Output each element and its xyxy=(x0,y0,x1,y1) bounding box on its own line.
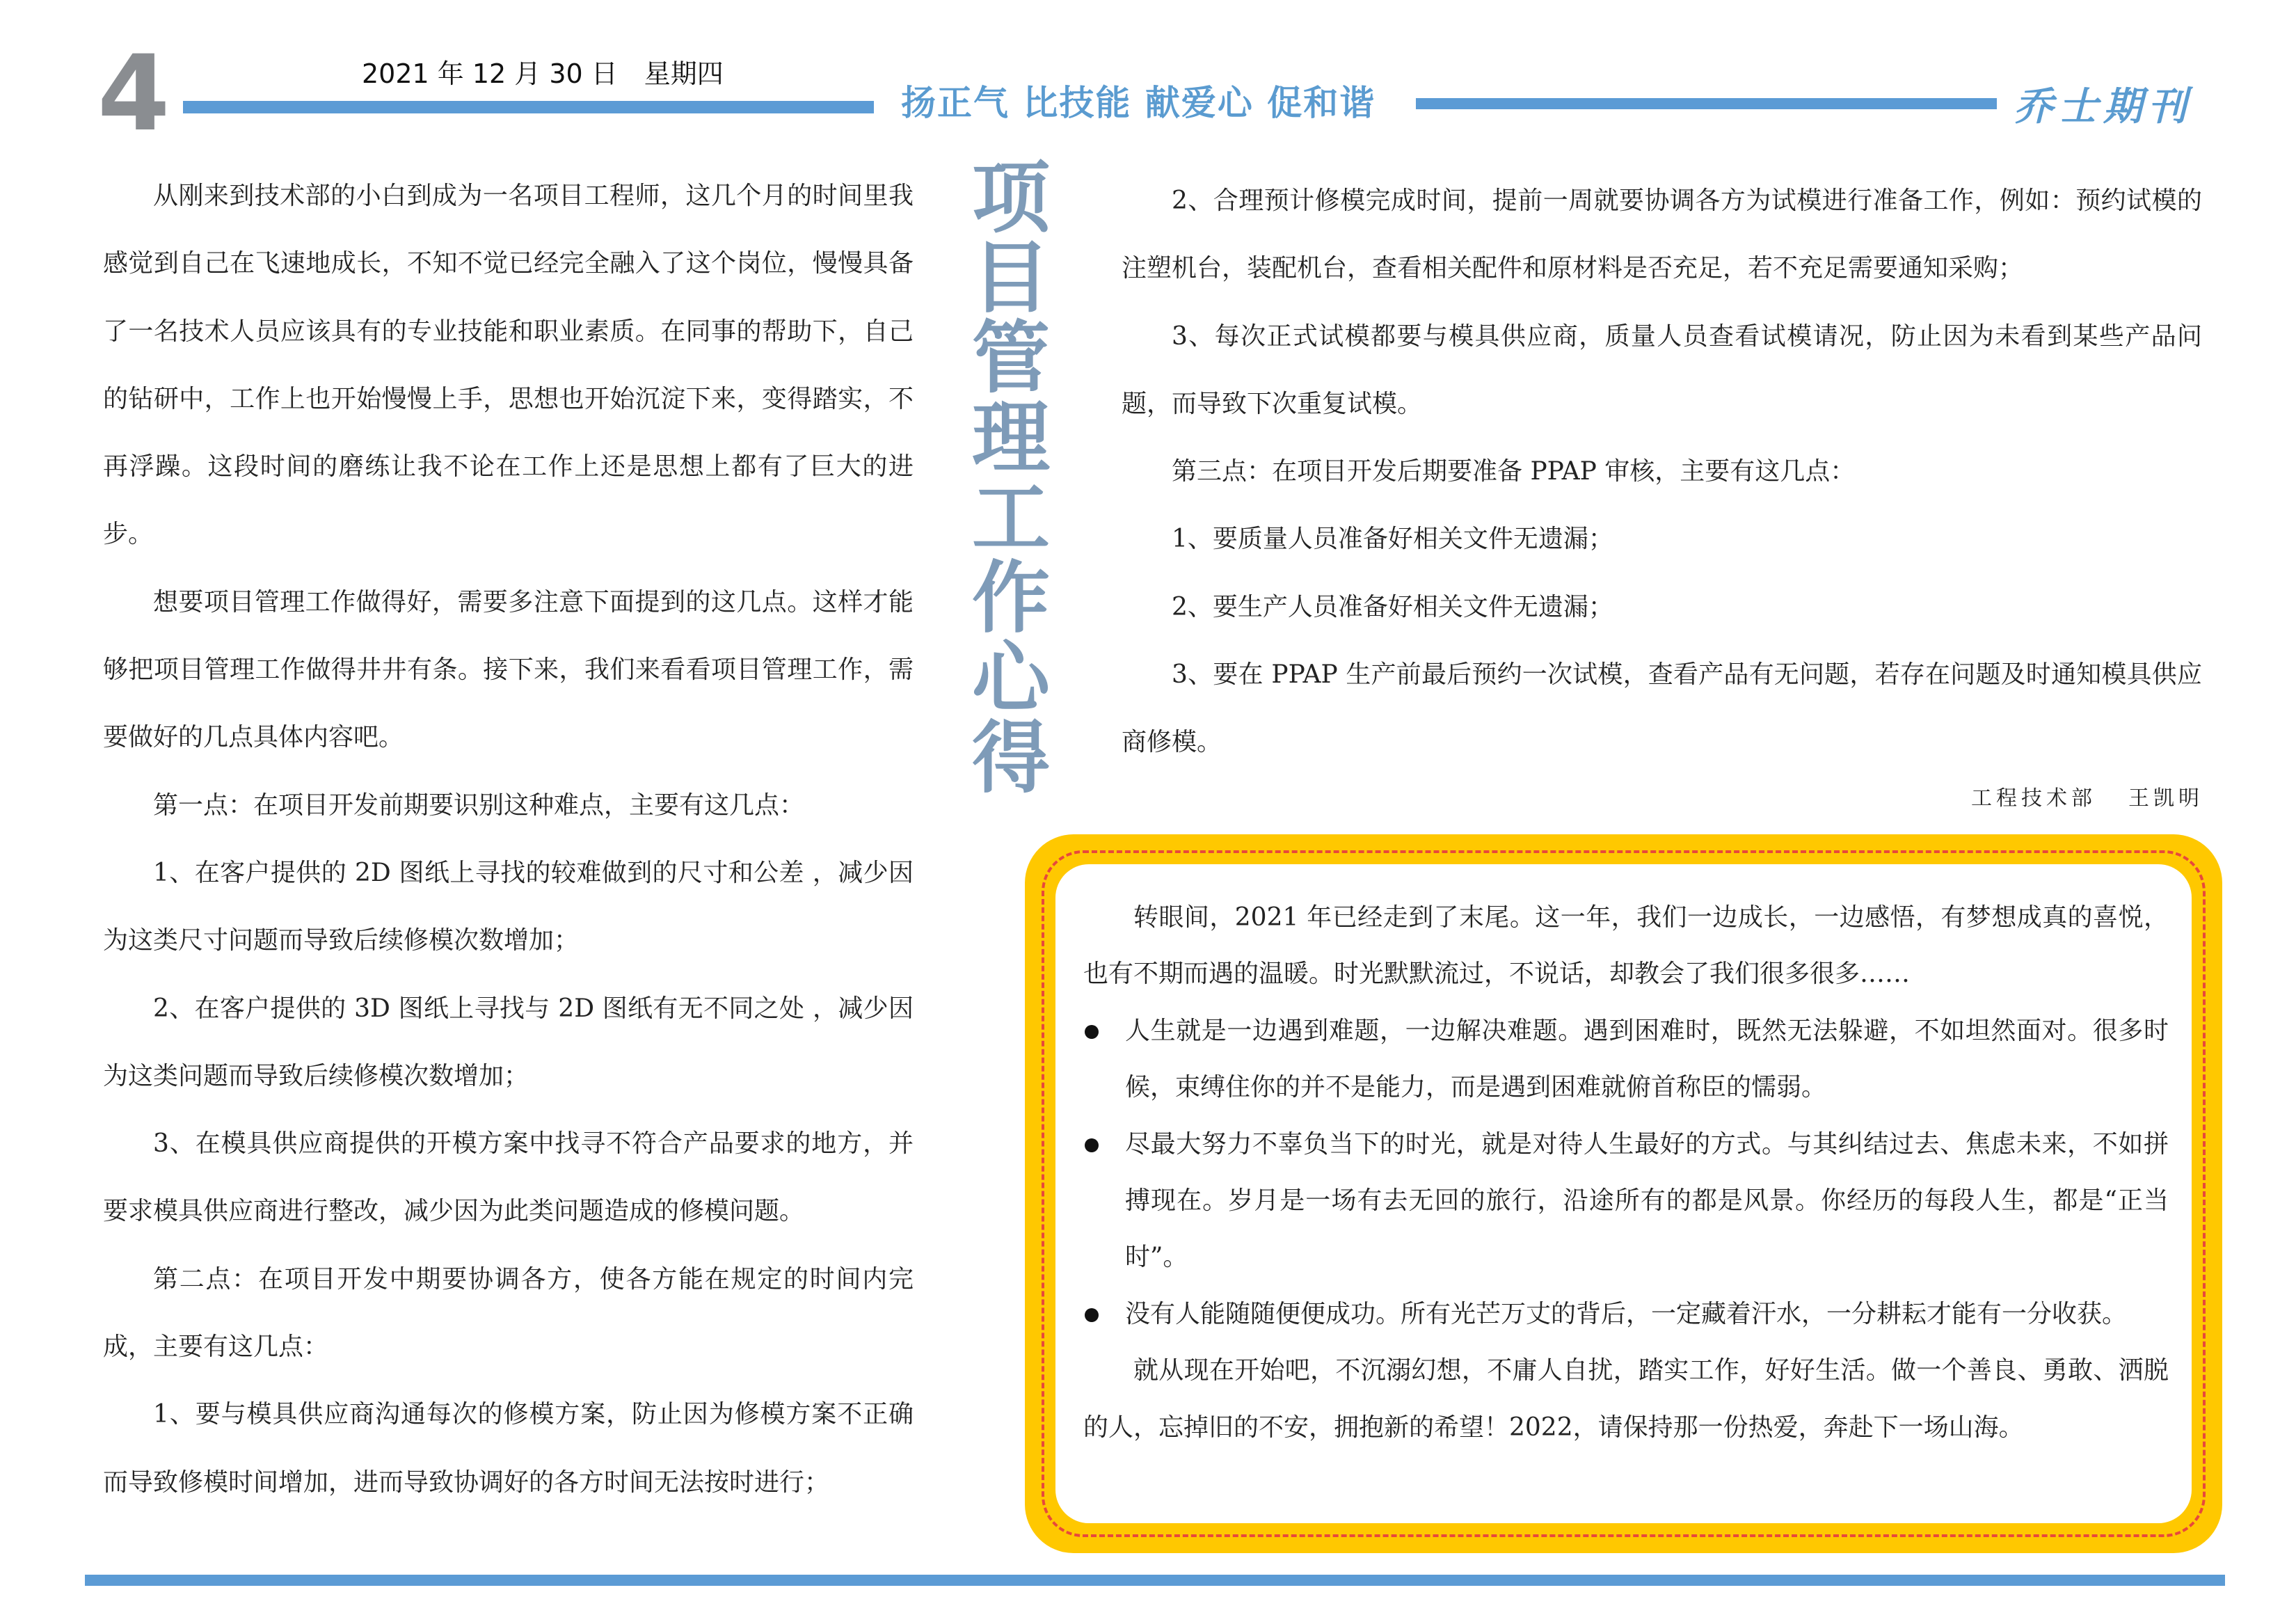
paragraph: 第一点：在项目开发前期要识别这种难点，主要有这几点： xyxy=(153,790,805,820)
footer-rule xyxy=(85,1575,2225,1586)
paragraph: 第二点：在项目开发中期要协调各方，使各方能在规定的时间内完成，主要有这几点： xyxy=(103,1264,914,1362)
paragraph: 3、要在 PPAP 生产前最后预约一次试模，查看产品有无问题，若存在问题及时通知模具供应商修模。 xyxy=(1122,660,2202,757)
article-right-column xyxy=(1122,167,2202,777)
author-name: 王凯明 xyxy=(2128,786,2203,811)
header-rule-left xyxy=(183,101,874,113)
bullet-item: 尽最大努力不辜负当下的时光，就是对待人生最好的方式。与其纠结过去、焦虑未来，不如拼搏现在。岁月是一场有去无回的旅行，沿途所有的都是风景。你经历的每段人生，都是“正当时”。 xyxy=(1083,1116,2169,1286)
paragraph: 第三点：在项目开发后期要准备 PPAP 审核，主要有这几点： xyxy=(1172,457,1856,486)
paragraph: 3、在模具供应商提供的开模方案中找寻不符合产品要求的地方，并要求模具供应商进行整改，减少因为此类问题造成的修模问题。 xyxy=(103,1129,914,1226)
paragraph: 1、要质量人员准备好相关文件无遗漏； xyxy=(1172,525,1613,554)
slogan: 扬正气 比技能 献爱心 促和谐 xyxy=(901,83,1376,123)
issue-date: 2021 年 12 月 30 日 星期四 xyxy=(362,58,724,89)
author-line xyxy=(1739,785,2203,813)
paragraph: 2、在客户提供的 3D 图纸上寻找与 2D 图纸有无不同之处 ，减少因为这类问题而导致后续修模次数增加； xyxy=(103,994,914,1090)
header-rule-right xyxy=(1416,98,1997,109)
bullet-item: 没有人能随随便便成功。所有光芒万丈的背后，一定藏着汗水，一分耕耘才能有一分收获。 xyxy=(1083,1286,2169,1342)
bullet-item: 人生就是一边遇到难题，一边解决难题。遇到困难时，既然无法躲避，不如坦然面对。很多时候，束缚住你的并不是能力，而是遇到困难就俯首称臣的懦弱。 xyxy=(1083,1003,2169,1116)
paragraph: 2、要生产人员准备好相关文件无遗漏； xyxy=(1172,592,1613,621)
paragraph: 1、要与模具供应商沟通每次的修模方案，防止因为修模方案不正确而导致修模时间增加，进而导致协调好的各方时间无法按时进行； xyxy=(103,1400,914,1497)
paragraph: 1、在客户提供的 2D 图纸上寻找的较难做到的尺寸和公差 ，减少因为这类尺寸问题而导致后续修模次数增加； xyxy=(103,858,914,955)
reflection-box xyxy=(1083,889,2169,1456)
masthead-logo: 乔士期刊 xyxy=(2014,84,2192,129)
page-number: 4 xyxy=(97,33,170,154)
paragraph: 2、合理预计修模完成时间，提前一周就要协调各方为试模进行准备工作，例如：预约试模的注塑机台，装配机台，查看相关配件和原材料是否充足，若不充足需要通知采购； xyxy=(1122,186,2202,283)
article-left-column xyxy=(103,162,914,1516)
paragraph: 从刚来到技术部的小白到成为一名项目工程师，这几个月的时间里我感觉到自己在飞速地成长，不知不觉已经完全融入了这个岗位，慢慢具备了一名技术人员应该具有的专业技能和职业素质。在同事的帮助下，自己的钻研中，工作上也开始慢慢上手，思想也开始沉淀下来，变得踏实，不再浮躁。这段时间的磨练让我不论在工作上还是思想上都有了巨大的进步。 xyxy=(103,182,914,549)
paragraph: 想要项目管理工作做得好，需要多注意下面提到的这几点。这样才能够把项目管理工作做得井井有条。接下来，我们来看看项目管理工作，需要做好的几点具体内容吧。 xyxy=(103,587,914,752)
paragraph: 3、每次正式试模都要与模具供应商，质量人员查看试模请况，防止因为未看到某些产品问题，而导致下次重复试模。 xyxy=(1122,321,2202,418)
box-closing: 就从现在开始吧，不沉溺幻想，不庸人自扰，踏实工作，好好生活。做一个善良、勇敢、洒脱的人，忘掉旧的不安，拥抱新的希望！2022，请保持那一份热爱，奔赴下一场山海。 xyxy=(1083,1356,2169,1442)
author-department: 工程技术部 xyxy=(1971,786,2096,811)
box-intro: 转眼间，2021 年已经走到了末尾。这一年，我们一边成长，一边感悟，有梦想成真的喜悦，也有不期而遇的温暖。时光默默流过，不说话，却教会了我们很多很多…… xyxy=(1083,903,2169,989)
article-title: 项目管理工作心得 xyxy=(972,153,1050,804)
